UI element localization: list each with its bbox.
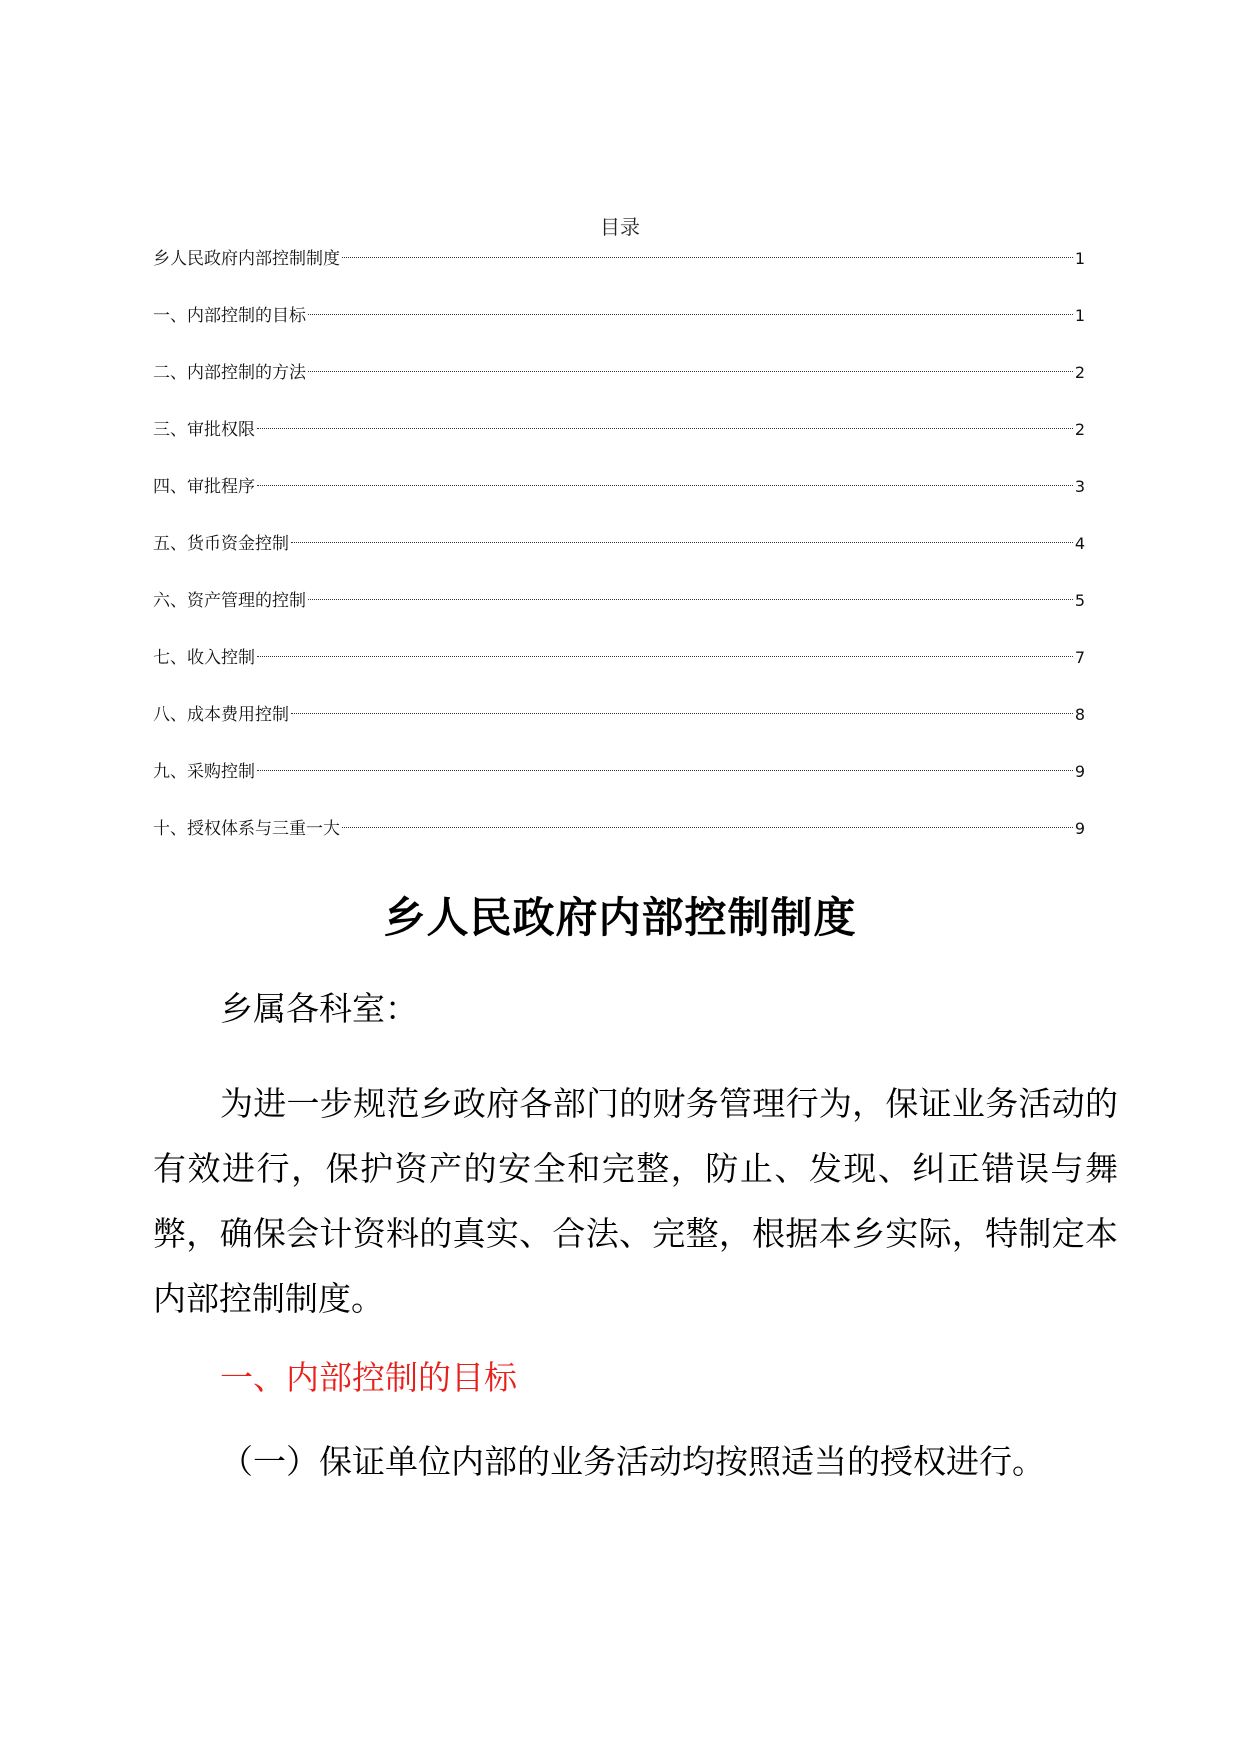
toc-entry-title: 八、成本费用控制 — [153, 705, 289, 725]
toc-entry[interactable] — [153, 529, 1085, 586]
toc-entry-title: 三、审批权限 — [153, 420, 255, 440]
toc-heading: 目录 — [600, 215, 640, 239]
toc-entry-page: 2 — [1074, 420, 1085, 439]
toc-entry[interactable] — [153, 757, 1085, 814]
toc-dot-leader — [342, 827, 1073, 828]
toc-dot-leader — [257, 656, 1073, 657]
toc-entry[interactable] — [153, 643, 1085, 700]
toc-entry-page: 9 — [1074, 819, 1085, 838]
toc-entry-title: 一、内部控制的目标 — [153, 306, 306, 326]
toc-entry-page: 1 — [1074, 249, 1085, 268]
toc-entry-title: 七、收入控制 — [153, 648, 255, 668]
toc-entry[interactable] — [153, 244, 1085, 301]
section-item: （一）保证单位内部的业务活动均按照适当的授权进行。 — [220, 1442, 1045, 1481]
toc-entry[interactable] — [153, 358, 1085, 415]
table-of-contents — [153, 244, 1085, 871]
toc-dot-leader — [257, 485, 1073, 486]
toc-entry-page: 2 — [1074, 363, 1085, 382]
toc-entry[interactable] — [153, 814, 1085, 871]
toc-entry-page: 3 — [1074, 477, 1085, 496]
toc-entry-title: 四、审批程序 — [153, 477, 255, 497]
toc-entry-page: 1 — [1074, 306, 1085, 325]
toc-dot-leader — [257, 770, 1073, 771]
toc-dot-leader — [291, 713, 1073, 714]
toc-entry-title: 五、货币资金控制 — [153, 534, 289, 554]
toc-entry-title: 十、授权体系与三重一大 — [153, 819, 340, 839]
toc-entry[interactable] — [153, 586, 1085, 643]
salutation: 乡属各科室： — [220, 989, 418, 1028]
toc-dot-leader — [308, 314, 1073, 315]
toc-dot-leader — [342, 257, 1073, 258]
toc-entry-page: 5 — [1074, 591, 1085, 610]
document-title: 乡人民政府内部控制制度 — [383, 893, 857, 942]
toc-entry-page: 8 — [1074, 705, 1085, 724]
toc-dot-leader — [308, 599, 1073, 600]
toc-entry-title: 六、资产管理的控制 — [153, 591, 306, 611]
toc-entry-page: 9 — [1074, 762, 1085, 781]
toc-entry-title: 二、内部控制的方法 — [153, 363, 306, 383]
toc-entry[interactable] — [153, 700, 1085, 757]
toc-dot-leader — [291, 542, 1073, 543]
toc-dot-leader — [308, 371, 1073, 372]
section-heading: 一、内部控制的目标 — [220, 1358, 517, 1397]
toc-entry-page: 4 — [1074, 534, 1085, 553]
intro-paragraph: 为进一步规范乡政府各部门的财务管理行为，保证业务活动的有效进行，保护资产的安全和完整，防止、发现、纠正错误与舞弊，确保会计资料的真实、合法、完整，根据本乡实际，特制定本内部控制制度。 — [153, 1084, 1118, 1318]
toc-entry-title: 乡人民政府内部控制制度 — [153, 249, 340, 269]
toc-entry[interactable] — [153, 415, 1085, 472]
toc-entry[interactable] — [153, 301, 1085, 358]
toc-entry[interactable] — [153, 472, 1085, 529]
toc-dot-leader — [257, 428, 1073, 429]
toc-entry-page: 7 — [1074, 648, 1085, 667]
toc-entry-title: 九、采购控制 — [153, 762, 255, 782]
